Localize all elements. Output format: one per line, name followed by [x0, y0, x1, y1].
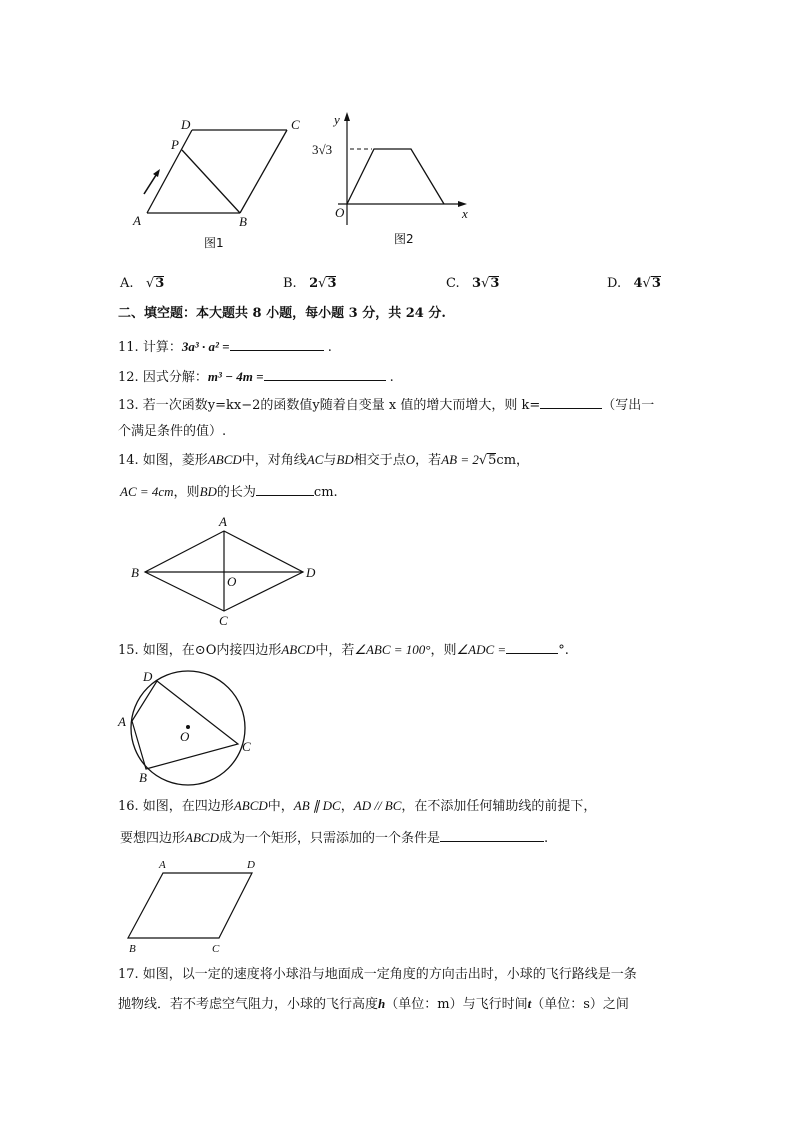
option-letter: A.: [120, 276, 134, 291]
option-radicand: 3: [490, 276, 500, 291]
label-C: C: [291, 117, 300, 132]
figure-1-caption: 图1: [204, 236, 224, 250]
option-c: C. 3√3: [446, 276, 500, 291]
option-letter: B.: [283, 276, 297, 291]
label-A: A: [118, 714, 126, 729]
label-C: C: [212, 943, 220, 955]
graph-origin-label: O: [335, 205, 345, 220]
question-11: 11. 计算：3a³ · a² = .: [118, 339, 332, 355]
label-B: B: [239, 214, 247, 229]
figure-2-caption: 图2: [394, 232, 414, 246]
graph-x-label: x: [462, 206, 468, 221]
graph-y-label: y: [334, 112, 340, 127]
option-coef: 4: [633, 276, 643, 291]
option-letter: C.: [446, 276, 460, 291]
option-b: B. 2√3: [283, 276, 337, 291]
option-radicand: 3: [651, 276, 661, 291]
label-O: O: [180, 729, 190, 744]
question-12: 12. 因式分解：m³ − 4m = .: [118, 369, 394, 385]
label-A: A: [159, 859, 166, 871]
label-D: D: [181, 117, 191, 132]
label-A: A: [133, 213, 141, 228]
label-B: B: [131, 565, 139, 580]
option-a: A. √3: [120, 276, 165, 291]
question-13-line-1: 13. 若一次函数y=kx−2的函数值y随着自变量 x 值的增大而增大，则 k= （写出一: [118, 395, 654, 415]
label-C: C: [219, 613, 228, 628]
option-letter: D.: [607, 276, 622, 291]
label-B: B: [139, 770, 147, 785]
question-17-line-2: 抛物线．若不考虑空气阻力，小球的飞行高度h（单位：m）与飞行时间t（单位：s）之间: [118, 996, 629, 1012]
label-D: D: [247, 859, 255, 871]
option-radicand: 3: [327, 276, 337, 291]
label-D: D: [143, 669, 153, 684]
label-C: C: [242, 739, 251, 754]
graph-ytick-label: 3√3: [312, 142, 333, 157]
question-13-line-2: 个满足条件的值）.: [118, 424, 227, 439]
label-B: B: [129, 943, 136, 955]
question-15: 15. 如图，在⊙O内接四边形ABCD中，若∠ABC = 100°，则∠ADC = °.: [118, 642, 569, 658]
section-2-title: 二、填空题：本大题共 8 小题，每小题 3 分，共 24 分.: [118, 306, 446, 321]
question-16-line-2: 要想四边形ABCD成为一个矩形，只需添加的一个条件是 .: [120, 830, 549, 846]
label-A: A: [219, 514, 227, 529]
label-P: P: [171, 137, 179, 152]
question-14-line-1: 14. 如图，菱形ABCD中，对角线AC与BD相交于点O，若AB = 2√5cm，: [118, 452, 530, 468]
option-radicand: 3: [155, 276, 165, 291]
label-O: O: [227, 574, 237, 589]
option-d: D. 4√3: [607, 276, 661, 291]
question-14-line-2: AC = 4cm，则BD的长为 cm.: [120, 484, 338, 500]
option-coef: 2: [309, 276, 319, 291]
question-17-line-1: 17. 如图，以一定的速度将小球沿与地面成一定角度的方向击出时，小球的飞行路线是一条: [118, 967, 637, 982]
label-D: D: [306, 565, 316, 580]
option-coef: 3: [472, 276, 482, 291]
question-16-line-1: 16. 如图，在四边形ABCD中，AB ∥ DC，AD // BC，在不添加任何辅助线的前提下，: [118, 798, 597, 814]
